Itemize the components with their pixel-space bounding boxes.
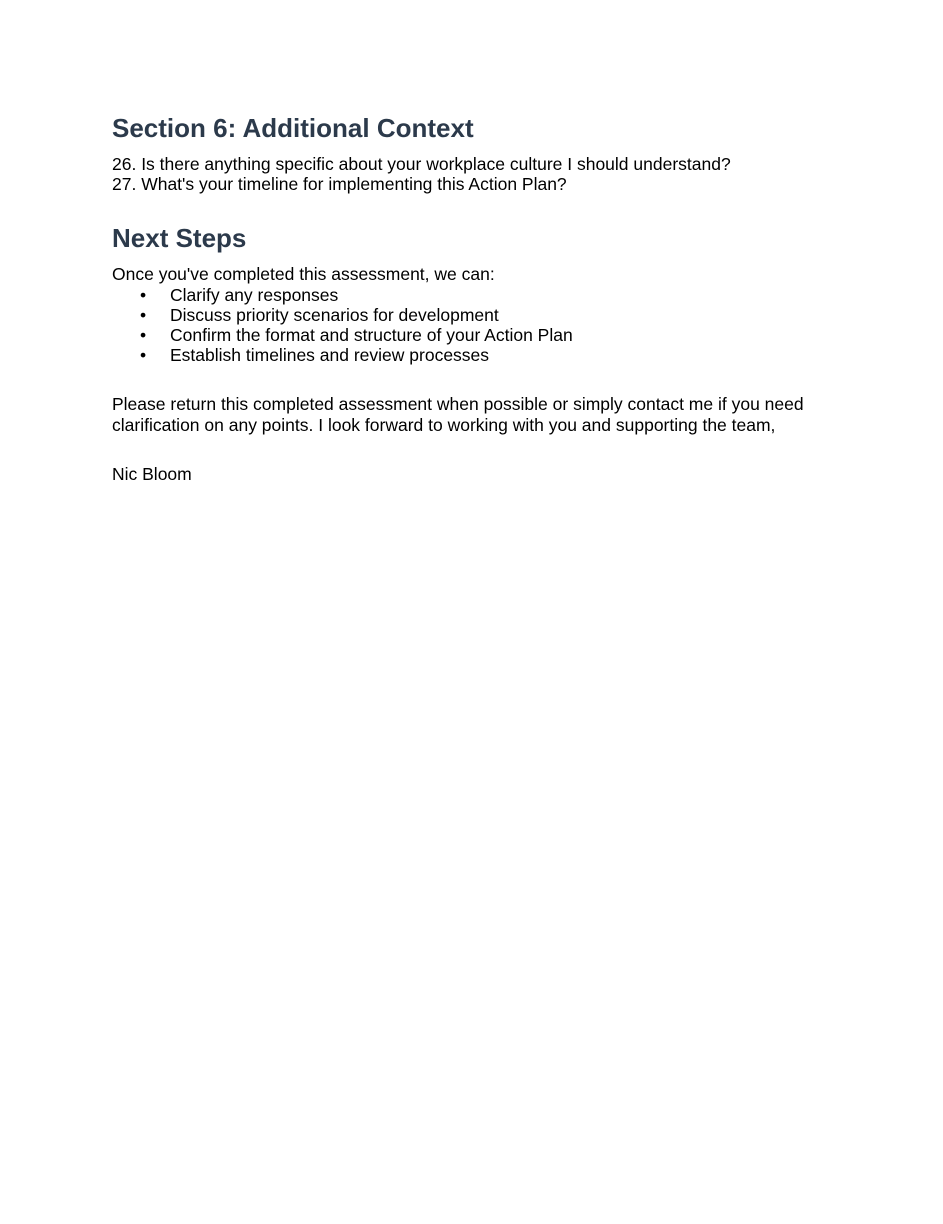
bullet-icon: •: [140, 304, 147, 325]
signature: Nic Bloom: [112, 463, 192, 484]
next-steps-list: [112, 285, 832, 366]
list-item-text: Discuss priority scenarios for development: [170, 304, 499, 325]
bullet-icon: •: [140, 284, 147, 305]
list-item: [112, 285, 832, 305]
bullet-icon: •: [140, 325, 147, 346]
list-item: [112, 345, 832, 365]
section-6-heading: Section 6: Additional Context: [112, 113, 474, 143]
question-26: 26. Is there anything specific about your workplace culture I should understand?: [112, 154, 731, 174]
list-item-text: Establish timelines and review processes: [170, 345, 490, 366]
question-27: 27. What's your timeline for implementing this Action Plan?: [112, 174, 567, 195]
next-steps-heading: Next Steps: [112, 223, 247, 254]
closing-paragraph: [112, 394, 832, 434]
section-6-questions: [112, 154, 832, 194]
list-item-text: Clarify any responses: [170, 284, 339, 305]
closing-line-2: clarification on any points. I look forward to working with you and supporting the team,: [112, 414, 776, 435]
list-item: [112, 325, 832, 345]
next-steps-intro: Once you've completed this assessment, we can:: [112, 264, 495, 285]
closing-line-1: Please return this completed assessment when possible or simply contact me if you need: [112, 394, 804, 415]
document-page: [112, 110, 832, 484]
list-item-text: Confirm the format and structure of your Action Plan: [170, 325, 573, 346]
list-item: [112, 305, 832, 325]
bullet-icon: •: [140, 345, 147, 366]
